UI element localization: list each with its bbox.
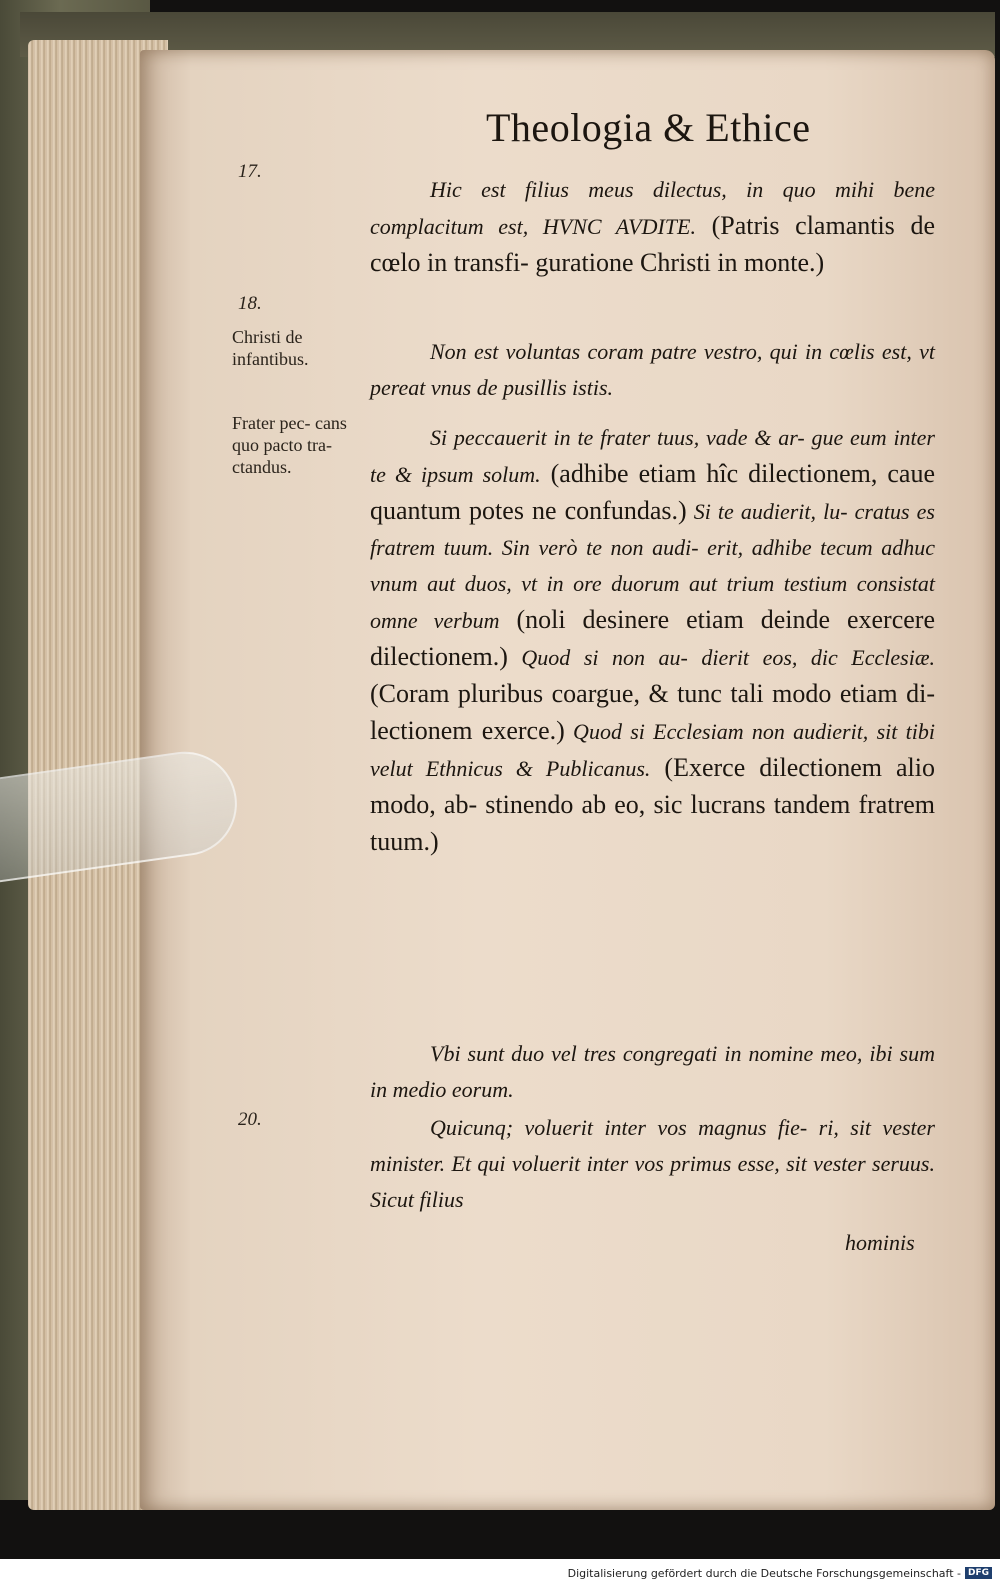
passage-frater <box>370 420 935 861</box>
passage-run: (Patris clamantis de cœlo in transfi- guratione Christi in monte.) <box>370 211 935 277</box>
dfg-logo: DFG <box>965 1567 992 1579</box>
passage-run: (adhibe etiam hîc dilectionem, caue quantum potes ne confundas.) <box>370 459 935 525</box>
catchword: hominis <box>845 1230 915 1255</box>
margin-note-christi: Christi de infantibus. <box>232 327 309 369</box>
passage-20 <box>370 1110 935 1218</box>
passage-run: Quicunq; voluerit inter vos magnus fie- ri, sit vester minister. Et qui voluerit inter vos primus esse, sit vester seruus. Sicut filius <box>370 1115 935 1212</box>
passage-run: (noli desinere etiam deinde exercere dilectionem.) <box>370 605 935 671</box>
passage-run: Quod si Ecclesiam non audierit, sit tibi velut Ethnicus & Publicanus. <box>370 719 935 781</box>
passage-run: Si te audierit, lu- cratus es fratrem tuum. Sin verò te non audi- erit, adhibe tecum adhuc vnum aut duos, vt in ore duorum aut trium testium consistat omne verbum <box>370 499 935 633</box>
passage-run: (Exerce dilectionem alio modo, ab- stinendo ab eo, sic lucrans tandem fratrem tuum.) <box>370 753 935 856</box>
margin-number-20: 20. <box>238 1109 262 1130</box>
passage-vbi <box>370 1036 935 1108</box>
passage-run: Vbi sunt duo vel tres congregati in nomine meo, ibi sum in medio eorum. <box>370 1041 935 1102</box>
margin-number-17: 17. <box>238 161 262 182</box>
passage-18 <box>370 334 935 406</box>
passage-run: Non est voluntas coram patre vestro, qui in cœlis est, vt pereat vnus de pusillis istis. <box>370 339 935 400</box>
passage-17 <box>370 172 935 282</box>
passage-run: (Coram pluribus coargue, & tunc tali modo etiam di- lectionem exerce.) <box>370 679 935 745</box>
margin-note-frater: Frater pec- cans quo pacto tra- ctandus. <box>232 413 347 477</box>
passage-run: Quod si non au- dierit eos, dic Ecclesiæ. <box>507 645 935 670</box>
footer-credit: Digitalisierung gefördert durch die Deutsche Forschungsgemeinschaft - <box>567 1566 961 1580</box>
running-head: Theologia & Ethice <box>486 105 811 150</box>
passage-run: Hic est filius meus dilectus, in quo mihi bene complacitum est, HVNC AVDITE. <box>370 177 935 239</box>
digitization-footer <box>0 1559 1000 1587</box>
margin-number-18: 18. <box>238 293 262 314</box>
passage-run: Si peccauerit in te frater tuus, vade & ar- gue eum inter te & ipsum solum. <box>370 425 935 487</box>
